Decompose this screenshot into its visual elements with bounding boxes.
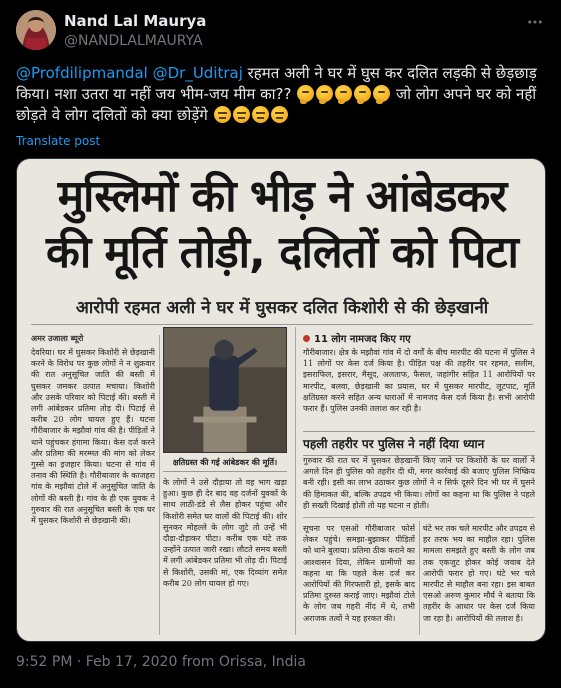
- tweet-date-link[interactable]: Feb 17, 2020: [85, 654, 178, 670]
- unamused-face-icon: [271, 106, 288, 123]
- tweet-time-link[interactable]: 9:52 PM: [16, 654, 73, 670]
- thinking-face-icon: [335, 85, 352, 102]
- unamused-face-icon: [233, 106, 250, 123]
- author-name[interactable]: Nand Lal Maurya: [64, 12, 207, 30]
- column-divider: [419, 521, 420, 635]
- photo-caption: क्षतिग्रस्त की गई आंबेडकर की मूर्ति।: [163, 457, 287, 472]
- newspaper-column: सूचना पर एसओ गौरीबाजार फोर्स लेकर पहुंचे। समझा-बुझाकर पीड़ितों को थाने बुलाया। प्रतिमा ठीक कराने का आश्वासन दिया, लेकिन ग्रामीणों का कहना था कि पहले केस दर्ज कर आरोपियों की गिरफ्तारी हो, इसके बाद प्रतिमा दुरुस्त कराई जाए। मझौवां टोले के लोग जब गहरी नींद में थे, तभी अराजक तत्वों ने यह हरकत की।: [303, 524, 415, 623]
- unamused-face-icon: [252, 106, 269, 123]
- newspaper-subhead: आरोपी रहमत अली ने घर में घुसकर दलित किशोरी से की छेड़खानी: [31, 295, 533, 325]
- tweet-meta: [16, 654, 306, 670]
- more-options-button[interactable]: [525, 12, 545, 32]
- mention-link[interactable]: @Dr_Uditraj: [152, 64, 243, 82]
- newspaper-column: देवरिया। घर में घुसकर किशोरी से छेड़खानी करने के विरोध पर कुछ लोगों ने न शुक्रवार की रात अनुसूचित जाति की बस्ती में घुसकर जमकर उत्पात मचाया। किशोरी और उसके परिवार को पिटाई की। बस्ती में लगी आंबेडकर प्रतिमा तोड़ दी। पिटाई से करीब 20 लोग घायल हुए हैं। घटना गौरीबाजार के मझौवां गांव की है। पीड़ितों ने थाने पहुंचकर हंगामा किया। केस दर्ज करने और प्रतिमा की मरम्मत की मांग को लेकर गुस्से का इजहार किया। घटना से गांव में तनाव की स्थिति है। गौरीबाजार के काजहरा गांव के मझौवां टोले में अनुसूचित जाति के लोगों की बस्ती है। गांव के ही एक युवक ने गुरुवार की रात अनुसूचित बस्ती के एक घर में घुसकर किशोरी से छेड़खानी की।: [31, 348, 155, 526]
- translate-post-link[interactable]: Translate post: [16, 134, 101, 148]
- statue-photo: [163, 327, 287, 453]
- newspaper-headline: मुस्लिमों की भीड़ ने आंबेडकर की मूर्ति तोड़ी, दलितों को पिटा: [46, 171, 518, 278]
- unamused-face-icon: [214, 106, 231, 123]
- tweet-text-segment: रहमत अली ने घर में घुस कर दलित लड़की से छेड़छाड़ किया। नशा उतरा या नहीं जय भीम-जय मीम का??: [16, 64, 537, 103]
- thinking-face-icon: [354, 85, 371, 102]
- thinking-face-icon: [297, 85, 314, 102]
- thinking-face-icon: [316, 85, 333, 102]
- section-divider: [303, 517, 535, 518]
- mention-link[interactable]: @Profdilipmandal: [16, 64, 148, 82]
- more-dots-icon: [526, 13, 544, 31]
- newspaper-column: घंटे भर तक चले मारपीट और उपद्रव से हर तरफ भय का माहौल रहा। पुलिस मामला समझते हुए बस्ती के लोग जब तक एकजुट होकर कोई जवाब देते आरोपी फरार हो गए। घंटे भर चले मारपीट से माहौल बना रहा। इस बाबत एसओ अरुण कुमार मौर्य ने बताया कि तहरीर के आधार पर केस दर्ज किया जा रहा है। आरोपियों की तलाश है।: [423, 524, 535, 623]
- column-divider: [295, 327, 296, 635]
- tweet-image[interactable]: [16, 158, 546, 642]
- tweet-text-segment: जो लोग अपने घर को नहीं छोड़ते वे लोग दलितों को क्या छोड़ेंगे: [16, 85, 537, 124]
- avatar-image: [16, 10, 56, 50]
- newspaper-byline: अमर उजाला ब्यूरो: [31, 334, 84, 343]
- statue-image: [164, 328, 286, 452]
- tweet-text: [16, 63, 546, 126]
- column-divider: [159, 335, 160, 635]
- author-handle[interactable]: @NANDLALMAURYA: [64, 33, 203, 49]
- meta-separator: ·: [72, 654, 86, 670]
- newspaper-column: के लोगों ने उसे दौड़ाया तो वह भाग खड़ा हुआ। कुछ ही देर बाद वह दर्जनों युवकों के साथ लाठी-डंडे से लैस होकर पहुंचा और किशोरी समेत घर वालों की पिटाई की। शोर सुनकर मोहल्ले के लोग जुटे तो उन्हें भी दौड़ा-दौड़ाकर पीटा। करीब एक घंटे तक उन्होंने उत्पात जारी रखा। लौटते समय बस्ती में लगी आंबेडकर प्रतिमा भी तोड़ दी। पिटाई से किशोरी, उसकी मां, एक दिव्यांग समेत करीब 20 लोग घायल हो गए।: [163, 478, 287, 588]
- newspaper-box-heading: पहली तहरीर पर पुलिस ने नहीं दिया ध्यान: [303, 431, 535, 456]
- meta-separator: from: [177, 654, 219, 670]
- avatar[interactable]: [16, 10, 56, 50]
- tweet-location: Orissa, India: [218, 654, 306, 670]
- newspaper-clipping: [17, 159, 545, 641]
- newspaper-column: गौरीबाजार। क्षेत्र के मझौवां गांव में दो वर्गों के बीच मारपीट की घटना में पुलिस ने 11 लोगों पर केस दर्ज किया है। पीड़ित पक्ष की तहरीर पर रहमत, सलीम, इसराफिल, इसरार, मैसूद, अलताफ, फैसल, जहांगीर सहित 11 आरोपियों पर मारपीट, बलवा, छेड़खानी का प्रयास, घर में घुसकर मारपीट, लूटपाट, मूर्ति क्षतिग्रस्त करने सहित अन्य धाराओं में नामजद केस दर्ज किया है। सभी आरोपी फरार हैं। पुलिस उनकी तलाश कर रही है।: [303, 348, 535, 414]
- newspaper-box-heading: 11 लोग नामजद किए गए: [303, 331, 411, 345]
- newspaper-column: गुरुवार की रात घर में घुसकर छेड़खानी किए जाने पर किशोरी के घर वालों ने अगले दिन ही पुलिस को तहरीर दी थी, मगर कार्रवाई की बजाए पुलिस निष्क्रिय बनी रही। इसी का लाभ उठाकर कुछ लोगों ने न सिर्फ दूसरे दिन भी घर में घुसने की हिमाकत की, बल्कि उपद्रव भी किया। लोगों का कहना था कि पुलिस ने पहले ही सख्ती दिखाई होती तो यह घटना न होती।: [303, 456, 535, 510]
- thinking-face-icon: [373, 85, 390, 102]
